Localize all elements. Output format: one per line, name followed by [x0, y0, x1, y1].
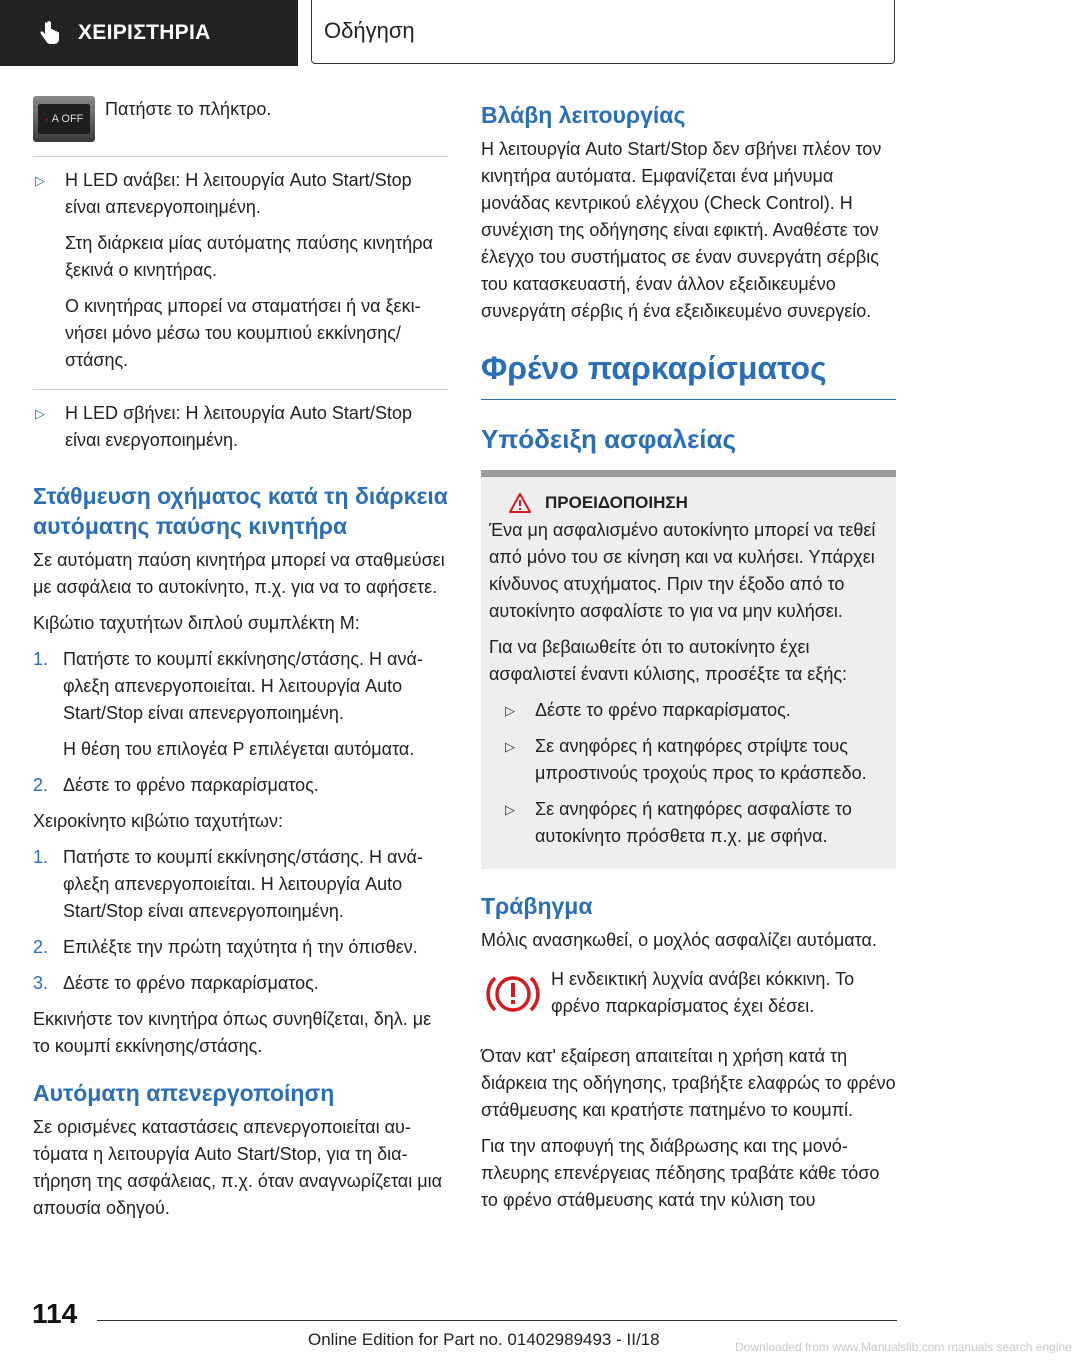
warning-text: Ένα μη ασφαλισμένο αυτοκίνητο μπορεί να τεθεί από μόνο του σε κίνηση και να κυλήσει. Υπάρχει κίνδυνος ατυχήματος. Πριν την έξοδο από το αυτοκίνητο ασφαλίστε το για να μην κυλήσει.	[489, 520, 876, 621]
paragraph: Εκκινήστε τον κινητήρα όπως συνηθίζεται, δηλ. με το κουμπί εκκίνησης/στάσης.	[33, 1009, 432, 1056]
warning-box	[481, 470, 896, 869]
list-text: Επιλέξτε την πρώτη ταχύτητα ή την όπισθεν.	[63, 937, 418, 957]
section-tab	[0, 0, 298, 66]
page-number: 114	[32, 1298, 78, 1329]
warning-bullet-text: Σε ανηφόρες ή κατηφόρες στρίψτε τους μπροστινούς τροχούς προς το κράσπεδο.	[535, 736, 867, 783]
right-column	[481, 96, 896, 1223]
indicator-row	[481, 966, 896, 1029]
indicator-text: Η ενδεικτική λυχνία ανάβει κόκκινη. Το φρένο παρκαρίσματος έχει δέσει.	[551, 969, 855, 1016]
triangle-bullet-icon: ▷	[35, 406, 45, 421]
paragraph: Σε αυτόματη παύση κινητήρα μπορεί να σταθμεύσει με ασφάλεια το αυτοκίνητο, π.χ. για να το αφήσετε.	[33, 550, 445, 597]
warning-triangle-icon	[509, 493, 531, 513]
triangle-bullet-icon: ▷	[505, 703, 515, 718]
footer-divider	[97, 1320, 897, 1321]
list-number: 1.	[33, 847, 49, 867]
warning-bullet	[489, 733, 886, 796]
heading-auto-deactivation: Αυτόματη απενεργοποίηση	[33, 1080, 335, 1106]
paragraph: Όταν κατ' εξαίρεση απαιτείται η χρήση κατά τη διάρκεια της οδήγησης, τραβήξτε ελαφρώς το φρένο στάθμευσης και κρατήστε πατημένο το κουμπί.	[481, 1046, 896, 1120]
bullet-item	[33, 400, 448, 463]
chapter-header	[311, 0, 895, 64]
bullet-text: Η LED σβήνει: Η λειτουργία Auto Start/Stop είναι ενεργοποιημένη.	[65, 403, 412, 450]
warning-bullet	[489, 796, 886, 859]
bullet-extra: Στη διάρκεια μίας αυτόματης παύσης κινητήρα ξεκινά ο κινητήρας.	[65, 233, 433, 280]
left-column	[33, 96, 448, 1231]
warning-bullet-text: Σε ανηφόρες ή κατηφόρες ασφαλίστε το αυτοκίνητο πρόσθετα π.χ. με σφήνα.	[535, 799, 852, 846]
warning-bullet	[489, 697, 886, 733]
list-text: Δέστε το φρένο παρκαρίσματος.	[63, 973, 319, 993]
list-text: Πατήστε το κουμπί εκκίνησης/στάσης. Η ανάφλεξη απενεργοποιείται. Η λειτουργία Auto Start/Stop είναι απενεργοποιημένη.	[63, 847, 423, 921]
heading-fault: Βλάβη λειτουργίας	[481, 102, 686, 128]
paragraph: Χειροκίνητο κιβώτιο ταχυτήτων:	[33, 811, 284, 831]
hand-pointer-icon	[38, 20, 64, 46]
list-number: 1.	[33, 649, 49, 669]
list-item	[33, 970, 448, 1006]
list-text: Πατήστε το κουμπί εκκίνησης/στάσης. Η ανάφλεξη απενεργοποιείται. Η λειτουργία Auto Start/Stop είναι απενεργοποιημένη.	[63, 649, 423, 723]
paragraph: Μόλις ανασηκωθεί, ο μοχλός ασφαλίζει αυτόματα.	[481, 930, 877, 950]
triangle-bullet-icon: ▷	[35, 173, 45, 188]
list-item	[33, 646, 448, 772]
bullet-extra: Ο κινητήρας μπορεί να σταματήσει ή να ξεκινήσει μόνο μέσω του κουμπιού εκκίνησης/στάσης.	[65, 296, 421, 370]
list-item	[33, 844, 448, 934]
divider	[33, 389, 448, 390]
triangle-bullet-icon: ▷	[505, 739, 515, 754]
list-number: 2.	[33, 937, 49, 957]
heading-parking-brake: Φρένο παρκαρίσματος	[481, 347, 896, 400]
list-number: 3.	[33, 973, 49, 993]
chapter-title: Οδήγηση	[324, 18, 415, 43]
divider	[33, 156, 448, 157]
list-text: Δέστε το φρένο παρκαρίσματος.	[63, 775, 319, 795]
parking-brake-indicator-icon	[485, 966, 541, 1022]
heading-parking-auto-stop: Στάθμευση οχήματος κατά τη διάρκεια αυτόματης παύσης κινητήρα	[33, 483, 448, 539]
watermark: Downloaded from www.Manualslib.com manuals search engine	[735, 1340, 1072, 1354]
paragraph: Κιβώτιο ταχυτήτων διπλού συμπλέκτη M:	[33, 613, 360, 633]
bullet-item	[33, 167, 448, 383]
button-text: Πατήστε το πλήκτρο.	[105, 99, 272, 119]
bullet-text: Η LED ανάβει: Η λειτουργία Auto Start/Stop είναι απενεργοποιημένη.	[65, 170, 412, 217]
heading-safety-note: Υπόδειξη ασφαλείας	[481, 424, 737, 454]
heading-pull: Τράβηγμα	[481, 893, 593, 919]
list-number: 2.	[33, 775, 49, 795]
list-extra: Η θέση του επιλογέα P επιλέγεται αυτόματα.	[63, 739, 415, 759]
paragraph: Η λειτουργία Auto Start/Stop δεν σβήνει πλέον τον κινητήρα αυτόματα. Εμφανίζεται ένα μήνυμα μονάδας κεντρικού ελέγχου (Check Control). Η συνέχιση της οδήγησης είναι εφικτή. Αναθέστε τον έλεγχο του συστήματος σε έναν συνεργάτη σέρβις του κατασκευαστή, έναν άλλον εξειδικευμένο συνεργάτη σέρβις ή ένα εξειδικευμένο συνεργείο.	[481, 139, 882, 321]
paragraph: Για την αποφυγή της διάβρωσης και της μονόπλευρης επενέργειας πέδησης τραβάτε κάθε τόσο το φρένο στάθμευσης κατά την κύλιση του	[481, 1136, 880, 1210]
triangle-bullet-icon: ▷	[505, 802, 515, 817]
warning-bullet-text: Δέστε το φρένο παρκαρίσματος.	[535, 700, 791, 720]
edition-info: Online Edition for Part no. 01402989493 - II/18	[308, 1330, 660, 1349]
button-icon-text: A OFF	[51, 113, 84, 125]
list-item	[33, 772, 448, 808]
paragraph: Σε ορισμένες καταστάσεις απενεργοποιείται αυτόματα η λειτουργία Auto Start/Stop, για τη διατήρηση της ασφάλειας, π.χ. όταν αναγνωρίζεται μια απουσία οδηγού.	[33, 1117, 442, 1218]
button-instruction	[33, 96, 448, 142]
warning-title: ΠΡΟΕΙΔΟΠΟΙΗΣΗ	[545, 493, 688, 512]
auto-start-stop-button-icon: · A OFF	[33, 96, 95, 142]
list-item	[33, 934, 448, 970]
section-title: ΧΕΙΡΙΣΤΗΡΙΑ	[78, 21, 211, 44]
warning-text: Για να βεβαιωθείτε ότι το αυτοκίνητο έχει ασφαλιστεί έναντι κύλισης, προσέξτε τα εξής:	[489, 637, 848, 684]
